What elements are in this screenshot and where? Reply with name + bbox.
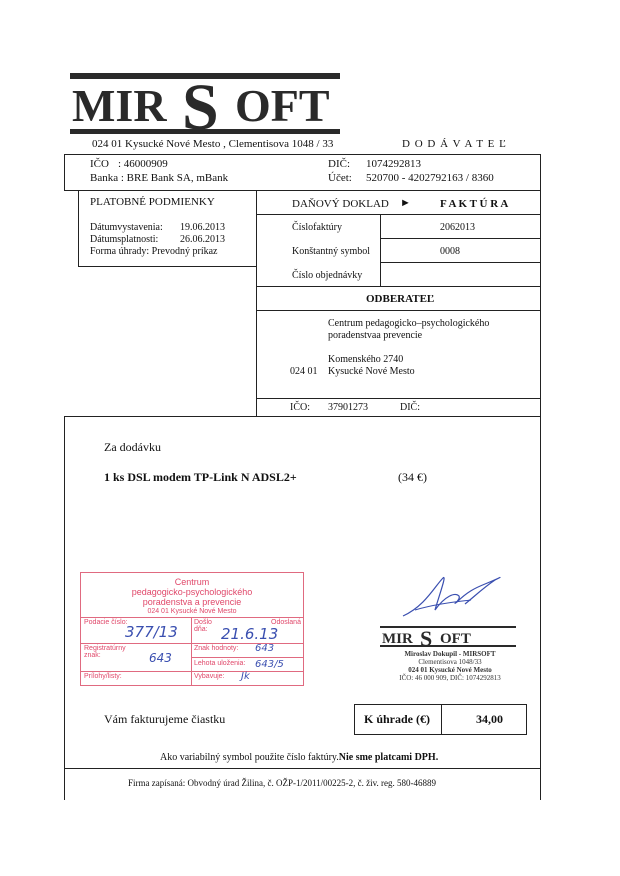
invoice-item: 1 ks DSL modem TP-Link N ADSL2+	[104, 470, 297, 484]
stamp-hand-vyb: Jk	[241, 671, 250, 682]
signature-city: 024 01 Kysucké Nové Mesto	[408, 666, 492, 674]
signature-street: Clementisova 1048/33	[418, 658, 482, 666]
logo-oft: OFT	[235, 80, 330, 131]
stamp-hand-lehota: 643/5	[255, 659, 284, 670]
signature-logo-oft: OFT	[440, 631, 471, 647]
stamp-podacie-label: Podacie číslo:	[84, 619, 128, 626]
tax-doc-arrow-icon: ►	[400, 197, 411, 209]
mirsoft-logo	[70, 73, 342, 135]
signature-text	[380, 650, 520, 682]
supplier-ico-label: IČO	[90, 158, 109, 170]
supplier-ico-value: : 46000909	[118, 158, 168, 170]
stamp-lehota-label: Lehota uloženia:	[194, 660, 246, 667]
signature-ids: IČO: 46 000 909, DIČ: 1074292813	[399, 674, 501, 682]
footer-registry: Firma zapísaná: Obvodný úrad Žilina, č. OŽP-1/2011/00225-2, č. živ. reg. 580-46889	[128, 778, 437, 788]
tax-doc-type: F A K T Ú R A	[440, 198, 509, 210]
stamp-hand-date: 21.6.13	[221, 625, 279, 643]
logo-s: S	[182, 73, 219, 135]
signature-logo-mir: MIR	[382, 631, 413, 647]
stamp-line4: 024 01 Kysucké Nové Mesto	[147, 608, 237, 615]
supplier-heading: D O D Á V A T E Ľ	[402, 138, 507, 150]
stamp-odoslana-label: Odoslaná	[271, 619, 301, 626]
customer-street: Komenského 2740	[328, 354, 404, 365]
supplier-account-value: 520700 - 4202792163 / 8360	[366, 172, 494, 184]
invoice-number-value: 2062013	[440, 222, 475, 233]
stamp-znak-label: Znak hodnoty:	[194, 645, 239, 652]
supplier-bank: Banka : BRE Bank SA, mBank	[90, 172, 229, 184]
customer-zip: 024 01	[290, 366, 318, 377]
delivery-intro: Za dodávku	[104, 440, 161, 454]
logo-mir: MIR	[72, 80, 167, 131]
stamp-hand-reg: 643	[149, 651, 172, 665]
issue-date-value: 19.06.2013	[180, 222, 225, 233]
signature-logo	[380, 626, 518, 648]
signature-icon	[395, 566, 515, 626]
supplier-dic-label: DIČ:	[328, 158, 350, 170]
customer-dic-label: DIČ:	[400, 402, 420, 413]
stamp-doslo-label: Došlo dňa:	[194, 619, 212, 633]
payment-method: Forma úhrady: Prevodný príkaz	[90, 246, 218, 257]
stamp-prilohy-label: Prílohy/listy:	[84, 673, 122, 680]
customer-ico-label: IČO:	[290, 402, 310, 413]
payment-title: PLATOBNÉ PODMIENKY	[90, 196, 215, 208]
total-value: 34,00	[476, 712, 503, 726]
signature-logo-s: S	[420, 626, 433, 648]
due-date-value: 26.06.2013	[180, 234, 225, 245]
signature-name: Miroslav Dokupil - MIRSOFT	[404, 650, 496, 658]
order-number-label: Číslo objednávky	[292, 270, 363, 281]
due-date-label: Dátumsplatnosti:	[90, 234, 159, 245]
stamp-line3: poradenstva a prevencie	[142, 597, 242, 607]
customer-name-line2: poradenstvaa prevencie	[328, 330, 423, 341]
supplier-dic-value: 1074292813	[366, 158, 421, 170]
stamp-line1: Centrum	[174, 577, 210, 587]
total-text: Vám fakturujeme čiastku	[104, 712, 226, 726]
customer-name-line1: Centrum pedagogicko–psychologického	[328, 318, 490, 329]
footer-note	[160, 752, 438, 763]
footer-note-bold: Nie sme platcami DPH.	[338, 752, 439, 763]
total-label: K úhrade (€)	[364, 712, 430, 726]
invoice-item-price: (34 €)	[398, 470, 427, 484]
stamp-vybavuje-label: Vybavuje:	[194, 673, 225, 680]
customer-ico-value: 37901273	[328, 402, 368, 413]
footer-note-normal: Ako variabilný symbol použite číslo faktúry.	[160, 752, 339, 763]
tax-doc-label: DAŇOVÝ DOKLAD	[292, 198, 389, 210]
constant-symbol-value: 0008	[440, 246, 460, 257]
constant-symbol-label: Konštantný symbol	[292, 246, 371, 257]
issue-date-label: Dátumvystavenia:	[90, 222, 163, 233]
logo-graphic	[70, 73, 342, 135]
invoice-number-label: Číslofaktúry	[292, 222, 342, 233]
customer-city: Kysucké Nové Mesto	[328, 366, 415, 377]
supplier-account-label: Účet:	[328, 172, 352, 184]
signature-logo-graphic	[380, 626, 518, 648]
registry-stamp	[80, 572, 304, 686]
stamp-hand-znak: 643	[255, 643, 275, 654]
stamp-hand-number: 377/13	[125, 623, 178, 641]
stamp-registraturny-label: Registratúrny znak:	[84, 645, 126, 659]
supplier-address: 024 01 Kysucké Nové Mesto , Clementisova 1048 / 33	[92, 138, 334, 150]
stamp-line2: pedagogicko-psychologického	[131, 587, 253, 597]
customer-heading: ODBERATEĽ	[366, 293, 435, 305]
